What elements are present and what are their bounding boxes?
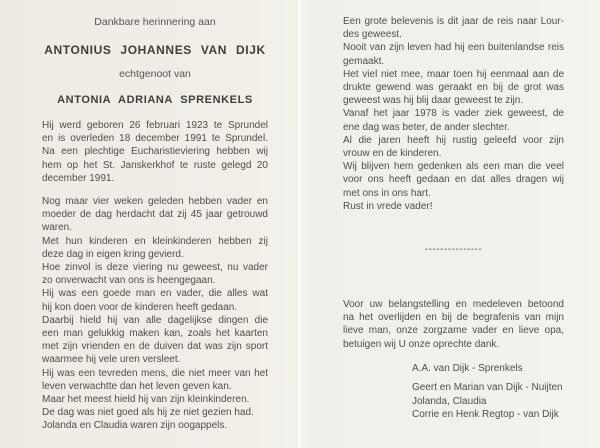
text-line: deze dag in eigen kring gevierd. — [42, 248, 184, 260]
memorial-text-right — [343, 15, 564, 213]
text-line: Daarbij hield hij van alle dagelijkse dingen die — [42, 314, 268, 326]
relation-line: echtgenoot van — [119, 68, 191, 80]
text-line: gemaakt. — [343, 55, 385, 67]
signature-line: A.A. van Dijk - Sprenkels — [412, 362, 523, 374]
text-line: een man gelukkig maken kan, zoals het kaarten — [42, 328, 268, 340]
text-line: met ons in ons hart. — [343, 187, 431, 199]
text-line: des geweest. — [343, 29, 402, 41]
text-line: lieve man, onze zorgzame vader en lieve opa, — [343, 325, 564, 337]
text-line: betuigen wij U onze oprechte dank. — [343, 338, 500, 350]
text-line: drukte gewend was geraakt en bij de grot was — [343, 82, 564, 94]
text-line: Hij werd geboren 26 februari 1923 te Sprundel — [42, 120, 268, 131]
text-line: hij kon doen voor de kinderen heeft gedaan. — [42, 301, 238, 313]
text-line: Hij was een goede man en vader, die alles wat — [42, 288, 268, 300]
center-fold-line — [296, 0, 302, 448]
text-line: Na een plechtige Eucharistieviering hebben wij — [42, 146, 268, 158]
text-line: Wij blijven hem gedenken als een man die veel — [343, 161, 564, 173]
text-line: moeder de dag herdacht dat zij 45 jaar getrouwd — [42, 209, 268, 221]
text-line: Voor uw belangstelling en medeleven betoond — [343, 299, 564, 311]
text-line: Maar het meest hield hij van zijn kleinkinderen. — [42, 394, 250, 406]
text-line: en is overleden 18 december 1991 te Sprundel. — [42, 133, 268, 145]
deceased-name: ANTONIUS JOHANNES VAN DIJK — [44, 43, 266, 57]
text-line: na het overlijden en bij de begrafenis van mijn — [343, 312, 564, 324]
signature-line: Jolanda, Claudia — [412, 395, 487, 407]
text-line: De dag was niet goed als hij ze niet gezien had. — [42, 407, 254, 419]
text-line: Hoe zinvol is deze viering nu geweest, nu vader — [42, 262, 268, 274]
text-line: zo onverwacht van ons is heengegaan. — [42, 275, 216, 287]
text-line: Een grote belevenis is dit jaar de reis naar Lour- — [343, 16, 564, 27]
text-line: geweest was hij blij daar geweest te zijn. — [343, 95, 524, 107]
text-line: Rust in vrede vader! — [343, 200, 433, 212]
text-line: Met hun kinderen en kleinkinderen hebben zij — [42, 235, 268, 247]
text-line: waarmee hij vele uren versleet. — [42, 354, 181, 366]
left-page — [42, 14, 268, 433]
text-line: Het viel niet mee, maar toen hij eenmaal aan de — [343, 68, 564, 80]
text-line: Nog maar vier weken geleden hebben vader en — [42, 196, 268, 208]
signature-line: Geert en Marian van Dijk - Nuijten — [412, 382, 563, 394]
text-line: met zijn vrienden en de duiven dat was zijn sport — [42, 341, 268, 353]
life-dates-paragraph — [42, 119, 268, 185]
text-line: Al die jaren heeft hij rustig geleefd voor zijn — [343, 134, 564, 146]
text-line: Vanaf het jaar 1978 is vader ziek geweest, de — [343, 108, 564, 120]
text-line: december 1991. — [42, 172, 115, 184]
intro-line: Dankbare herinnering aan — [94, 16, 216, 28]
text-line: vrouw en de kinderen. — [343, 148, 442, 160]
memorial-text-left — [42, 195, 268, 433]
signatures-list — [343, 362, 564, 422]
text-line: leven verwachtte dan het leven geven kan. — [42, 380, 232, 392]
thanks-paragraph — [343, 298, 564, 351]
text-line: voor ons heeft gedaan en dat alles dragen wij — [343, 174, 564, 186]
text-line: hem op het St. Janskerkhof te ruste gelegd 20 — [42, 159, 268, 171]
spouse-name: ANTONIA ADRIANA SPRENKELS — [57, 94, 253, 106]
text-line: waren. — [42, 222, 73, 234]
text-line: ene dag was beter, de ander slechter. — [343, 121, 510, 133]
dashed-divider: --------------- — [424, 244, 483, 256]
signature-line: Corrie en Henk Regtop - van Dijk — [412, 409, 559, 421]
text-line: Nooit van zijn leven had hij een buitenlandse reis — [343, 42, 564, 54]
right-page — [343, 13, 564, 422]
text-line: Hij was een tevreden mens, die niet meer van het — [42, 367, 268, 379]
text-line: Jolanda en Claudia waren zijn oogappels. — [42, 420, 228, 432]
